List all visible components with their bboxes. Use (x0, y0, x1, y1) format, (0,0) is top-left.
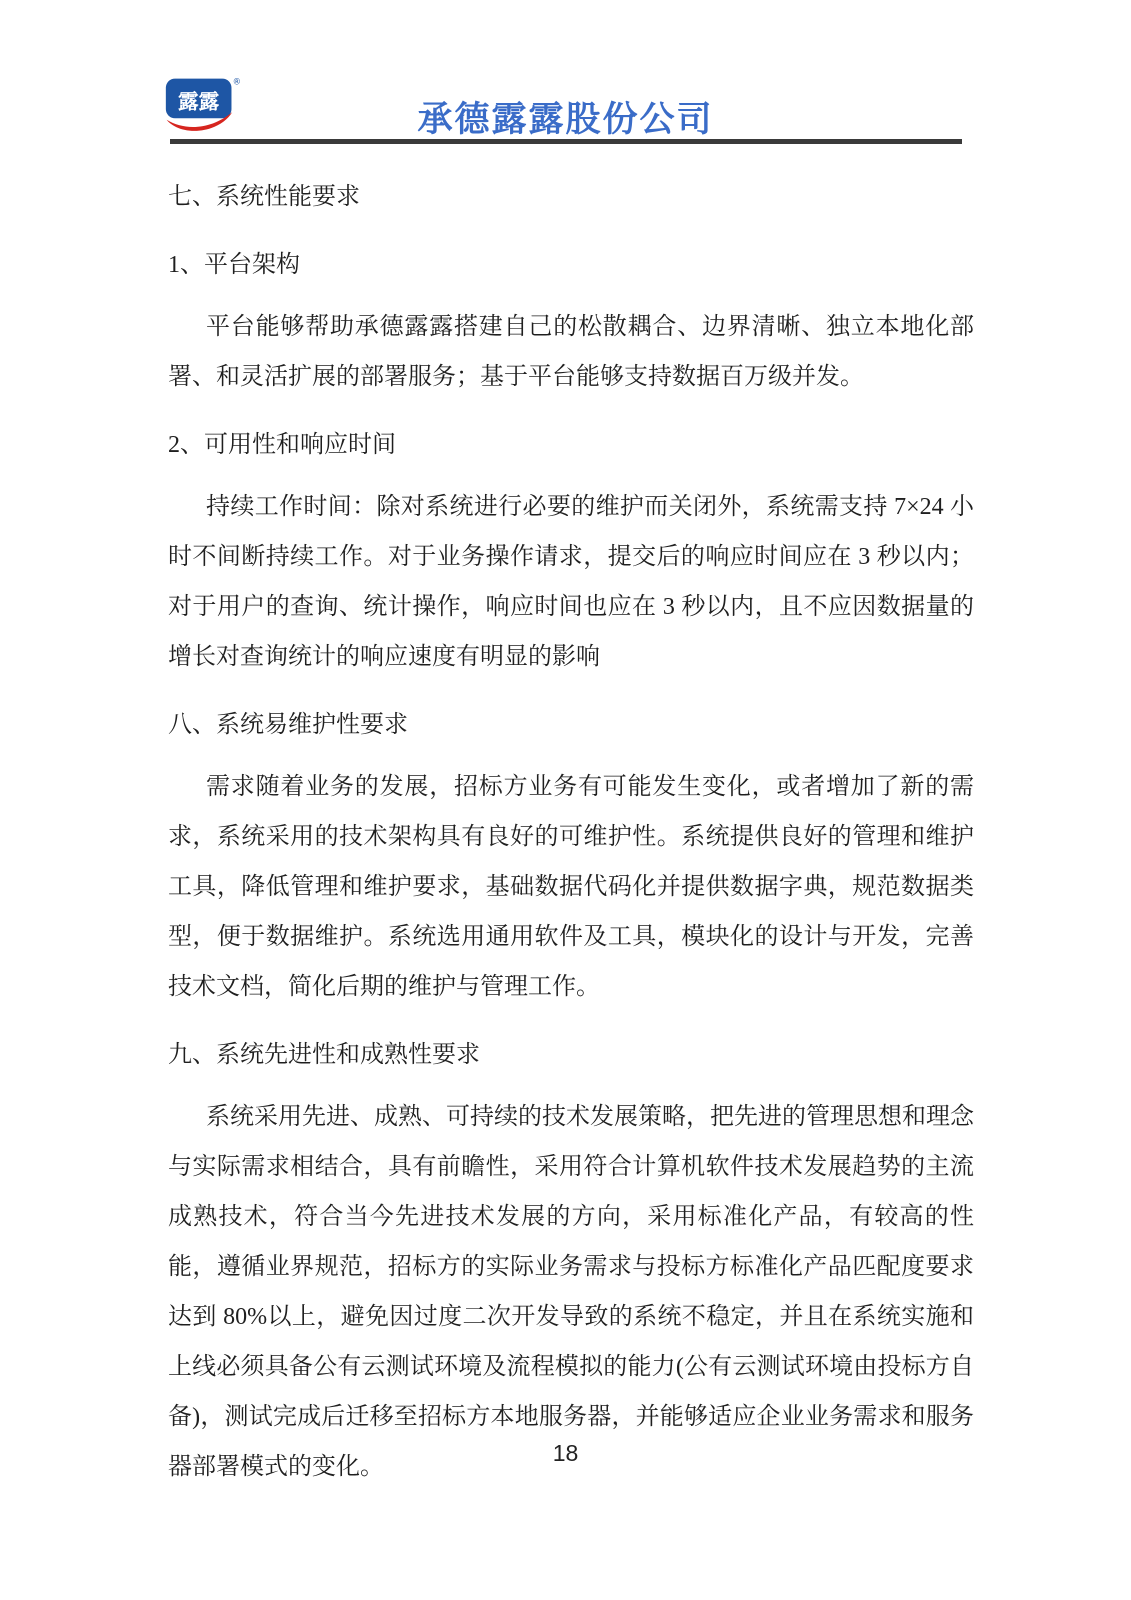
body-paragraph: 持续工作时间：除对系统进行必要的维护而关闭外，系统需支持 7×24 小时不间断持续工作。对于业务操作请求，提交后的响应时间应在 3 秒以内；对于用户的查询、统计操作，响应时间也应在 3 秒以内，且不应因数据量的增长对查询统计的响应速度有明显的影响 (168, 494, 974, 670)
body-paragraph: 系统采用先进、成熟、可持续的技术发展策略，把先进的管理思想和理念与实际需求相结合，具有前瞻性，采用符合计算机软件技术发展趋势的主流成熟技术，符合当今先进技术发展的方向，采用标准化产品，有较高的性能，遵循业界规范，招标方的实际业务需求与投标方标准化产品匹配度要求达到 80%以上，避免因过度二次开发导致的系统不稳定，并且在系统实施和上线必须具备公有云测试环境及流程模拟的能力(公有云测试环境由投标方自备)，测试完成后迁移至招标方本地服务器，并能够适应企业业务需求和服务器部署模式的变化。 (168, 1104, 974, 1480)
body-paragraph: 需求随着业务的发展，招标方业务有可能发生变化，或者增加了新的需求，系统采用的技术架构具有良好的可维护性。系统提供良好的管理和维护工具，降低管理和维护要求，基础数据代码化并提供数据字典，规范数据类型，便于数据维护。系统选用通用软件及工具，模块化的设计与开发，完善技术文档，简化后期的维护与管理工作。 (168, 774, 974, 1000)
section-heading: 七、系统性能要求 (168, 184, 360, 210)
page-number: 18 (552, 1440, 579, 1466)
company-name: 承德露露股份公司 (417, 100, 714, 139)
section-heading: 2、可用性和响应时间 (168, 432, 396, 458)
section-heading: 1、平台架构 (168, 252, 300, 278)
logo-characters: 露露 (178, 89, 220, 114)
body-paragraph: 平台能够帮助承德露露搭建自己的松散耦合、边界清晰、独立本地化部署、和灵活扩展的部署服务；基于平台能够支持数据百万级并发。 (168, 314, 974, 390)
document-body (168, 160, 974, 1492)
registered-trademark-icon: ® (232, 76, 242, 87)
section-heading: 八、系统易维护性要求 (168, 712, 408, 738)
page-footer (0, 1440, 1131, 1467)
header-rule (170, 139, 962, 144)
section-heading: 九、系统先进性和成熟性要求 (168, 1042, 480, 1068)
